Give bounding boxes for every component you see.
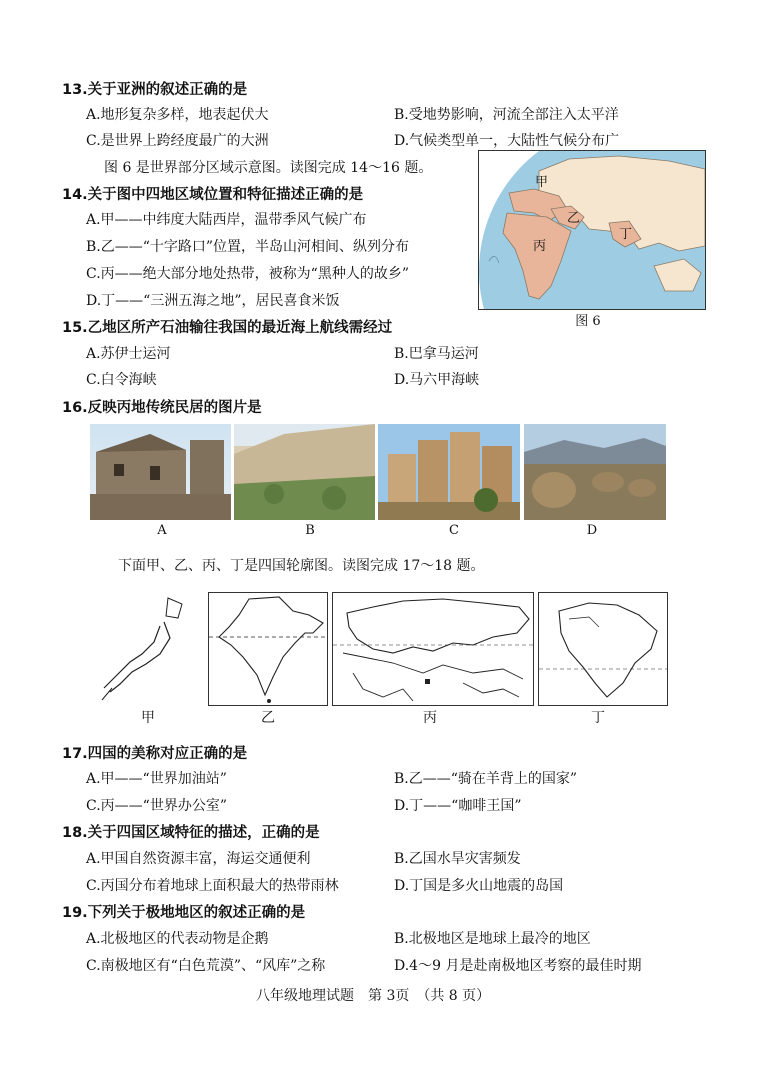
- label-bing: 丙: [533, 239, 547, 254]
- q19-stem: 19.下列关于极地地区的叙述正确的是: [62, 905, 306, 921]
- intro-17-18: 下面甲、乙、丙、丁是四国轮廓图。读图完成 17～18 题。: [118, 558, 485, 574]
- country-map-russia: [332, 592, 534, 706]
- q17-option-c: C.丙——“世界办公室”: [86, 798, 227, 814]
- q16-stem: 16.反映丙地传统民居的图片是: [62, 400, 262, 416]
- q17-option-d: D.丁——“咖啡王国”: [394, 798, 522, 814]
- q13-option-a: A.地形复杂多样，地表起伏大: [86, 107, 269, 123]
- photo-a-label: A: [157, 523, 167, 538]
- world-map-graphic: [479, 151, 705, 309]
- india-outline: [209, 593, 327, 705]
- photo-c-graphic: [378, 424, 520, 520]
- q13-option-c: C.是世界上跨经度最广的大洲: [86, 133, 269, 149]
- russia-outline: [333, 593, 533, 705]
- figure-6-map: [478, 150, 706, 310]
- q14-option-a: A.甲——中纬度大陆西岸，温带季风气候广布: [86, 212, 367, 228]
- q19-option-d: D.4～9 月是赴南极地区考察的最佳时期: [394, 958, 642, 974]
- photo-a-graphic: [90, 424, 231, 520]
- q19-option-b: B.北极地区是地球上最冷的地区: [394, 931, 591, 947]
- q15-option-a: A.苏伊士运河: [86, 346, 171, 362]
- label-jia: 甲: [535, 175, 549, 190]
- photo-b-cliff-dwellings: [234, 424, 375, 520]
- country-label-bing: 丙: [423, 710, 437, 726]
- photo-d-graphic: [524, 424, 666, 520]
- q19-option-c: C.南极地区有“白色荒漠”、“风库”之称: [86, 958, 326, 974]
- q18-stem: 18.关于四国区域特征的描述，正确的是: [62, 825, 320, 841]
- photo-d-label: D: [586, 523, 598, 538]
- q15-option-b: B.巴拿马运河: [394, 346, 479, 362]
- q14-option-b: B.乙——“十字路口”位置，半岛山河相间、纵列分布: [86, 239, 410, 255]
- q15-option-d: D.马六甲海峡: [394, 372, 480, 388]
- photo-d-grass-huts: [524, 424, 666, 520]
- country-label-ding: 丁: [591, 710, 605, 726]
- intro-14-16: 图 6 是世界部分区域示意图。读图完成 14～16 题。: [104, 160, 433, 176]
- country-map-brazil: [538, 592, 668, 706]
- q18-option-c: C.丙国分布着地球上面积最大的热带雨林: [86, 878, 339, 894]
- photo-c-label: C: [449, 523, 459, 538]
- q14-option-d: D.丁——“三洲五海之地”，居民喜食米饭: [86, 293, 340, 309]
- q14-option-c: C.丙——绝大部分地处热带，被称为“黑种人的故乡”: [86, 266, 409, 282]
- q18-option-a: A.甲国自然资源丰富，海运交通便利: [86, 851, 311, 867]
- country-map-japan: [90, 592, 204, 704]
- photo-b-label: B: [305, 523, 315, 538]
- q17-stem: 17.四国的美称对应正确的是: [62, 746, 248, 762]
- page-footer: 八年级地理试题 第 3页 （共 8 页）: [256, 988, 491, 1004]
- country-map-india: [208, 592, 328, 706]
- q14-stem: 14.关于图中四地区域位置和特征描述正确的是: [62, 187, 364, 203]
- country-label-yi: 乙: [261, 710, 275, 726]
- q17-option-a: A.甲——“世界加油站”: [86, 771, 227, 787]
- label-yi: 乙: [567, 211, 581, 226]
- photo-c-mud-towers: [378, 424, 520, 520]
- q13-option-d: D.气候类型单一，大陆性气候分布广: [394, 133, 620, 149]
- q13-option-b: B.受地势影响，河流全部注入太平洋: [394, 107, 619, 123]
- photo-b-graphic: [234, 424, 375, 520]
- q18-option-b: B.乙国水旱灾害频发: [394, 851, 521, 867]
- q17-option-b: B.乙——“骑在羊背上的国家”: [394, 771, 578, 787]
- q15-option-c: C.白令海峡: [86, 372, 157, 388]
- japan-outline: [90, 592, 204, 704]
- q13-stem: 13.关于亚洲的叙述正确的是: [62, 82, 248, 98]
- q19-option-a: A.北极地区的代表动物是企鹅: [86, 931, 269, 947]
- brazil-outline: [539, 593, 667, 705]
- country-label-jia: 甲: [141, 710, 155, 726]
- q15-stem: 15.乙地区所产石油输往我国的最近海上航线需经过: [62, 320, 393, 336]
- photo-a-stone-house: [90, 424, 231, 520]
- figure-6-caption: 图 6: [575, 314, 601, 329]
- label-ding: 丁: [619, 227, 633, 242]
- q18-option-d: D.丁国是多火山地震的岛国: [394, 878, 564, 894]
